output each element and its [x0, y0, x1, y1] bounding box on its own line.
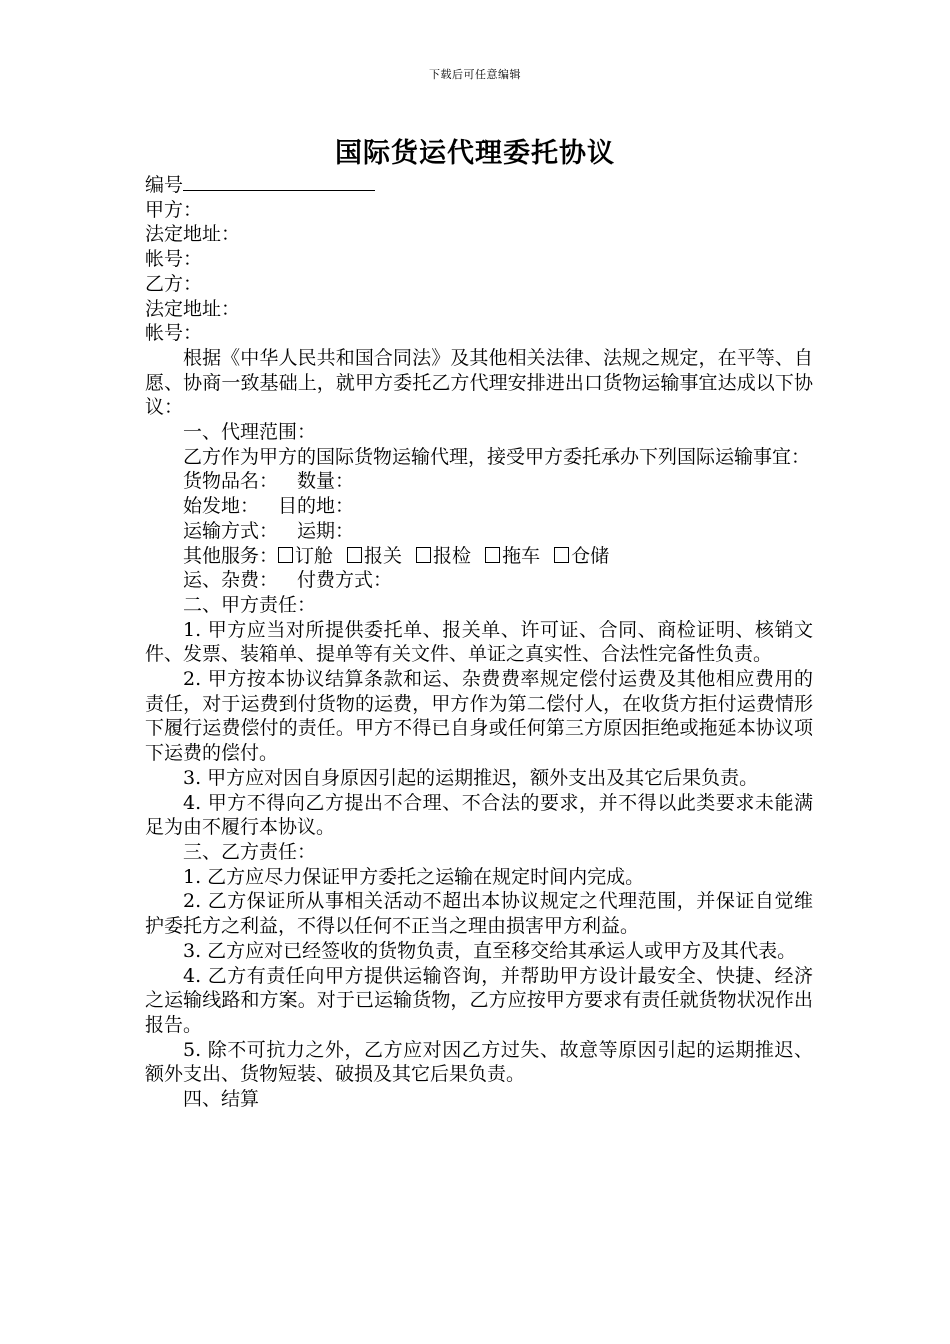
account-b-field: 帐号：: [145, 322, 203, 345]
origin-destination-line: [145, 494, 813, 519]
account-a-field: 帐号：: [145, 248, 203, 271]
other-services-line: [145, 544, 813, 569]
period-label: 运期：: [297, 519, 355, 542]
transport-mode-label: 运输方式：: [183, 519, 279, 542]
destination-label: 目的地：: [278, 495, 355, 518]
legal-address-a-field: 法定地址：: [145, 223, 241, 246]
section-3-item-3: 3. 乙方应对已经签收的货物负责，直至移交给其承运人或甲方及其代表。: [183, 939, 797, 962]
header-note: 下载后可任意编辑: [429, 68, 521, 81]
section-3-item-2: 2. 乙方保证所从事相关活动不超出本协议规定之代理范围，并保证自觉维护委托方之利益，不得以任何不正当之理由损害甲方利益。: [145, 890, 813, 938]
service-option-booking[interactable]: 订舱: [278, 544, 333, 569]
party-b-field: 乙方：: [145, 272, 203, 295]
fees-label: 运、杂费：: [183, 569, 279, 592]
fees-payment-line: [145, 568, 813, 593]
service-option-trucking[interactable]: 拖车: [485, 544, 540, 569]
service-option-customs[interactable]: 报关: [347, 544, 402, 569]
section-2-item-2: 2. 甲方按本协议结算条款和运、杂费费率规定偿付运费及其他相应费用的责任，对于运费到付货物的运费，甲方作为第二偿付人，在收货方拒付运费情形下履行运费偿付的责任。甲方不得已自身或任何第三方原因拒绝或拖延本协议项下运费的偿付。: [145, 668, 813, 765]
section-2-item-3: 3. 甲方应对因自身原因引起的运期推迟，额外支出及其它后果负责。: [183, 766, 759, 789]
quantity-label: 数量：: [297, 470, 355, 493]
document-title: 国际货运代理委托协议: [335, 138, 615, 169]
checkbox-icon[interactable]: [347, 547, 362, 563]
checkbox-icon[interactable]: [554, 547, 569, 563]
section-3-heading: 三、乙方责任：: [183, 840, 317, 863]
section-3-item-4: 4. 乙方有责任向甲方提供运输咨询，并帮助甲方设计最安全、快捷、经济之运输线路和方案。对于已运输货物，乙方应按甲方要求有责任就货物状况作出报告。: [145, 964, 813, 1036]
intro-paragraph: 根据《中华人民共和国合同法》及其他相关法律、法规之规定，在平等、自愿、协商一致基础上，就甲方委托乙方代理安排进出口货物运输事宜达成以下协议：: [145, 346, 813, 419]
section-2-heading: 二、甲方责任：: [183, 593, 317, 616]
transport-period-line: [145, 519, 813, 544]
checkbox-icon[interactable]: [485, 547, 500, 563]
section-1-text: 乙方作为甲方的国际货物运输代理，接受甲方委托承办下列国际运输事宜：: [183, 445, 811, 468]
number-field: [145, 172, 813, 198]
goods-quantity-line: [145, 469, 813, 494]
payment-method-label: 付费方式：: [297, 569, 393, 592]
checkbox-icon[interactable]: [416, 547, 431, 563]
service-option-inspection[interactable]: 报检: [416, 544, 471, 569]
legal-address-b-field: 法定地址：: [145, 297, 241, 320]
section-2-item-1: 1. 甲方应当对所提供委托单、报关单、许可证、合同、商检证明、核销文件、发票、装箱单、提单等有关文件、单证之真实性、合法性完备性负责。: [145, 618, 813, 666]
service-option-warehousing[interactable]: 仓储: [554, 544, 609, 569]
goods-name-label: 货物品名：: [183, 470, 279, 493]
section-2-item-4: 4. 甲方不得向乙方提出不合理、不合法的要求，并不得以此类要求未能满足为由不履行本协议。: [145, 791, 813, 839]
checkbox-icon[interactable]: [278, 547, 293, 563]
section-4-heading: 四、结算: [183, 1088, 260, 1111]
section-3-item-5: 5. 除不可抗力之外，乙方应对因乙方过失、故意等原因引起的运期推迟、额外支出、货物短装、破损及其它后果负责。: [145, 1038, 813, 1086]
party-a-field: 甲方：: [145, 198, 203, 221]
number-label: 编号: [145, 174, 184, 196]
other-services-label: 其他服务：: [183, 544, 279, 567]
document-body: [145, 172, 813, 1112]
section-3-item-1: 1. 乙方应尽力保证甲方委托之运输在规定时间内完成。: [183, 865, 645, 888]
number-blank-line: [183, 172, 375, 191]
origin-label: 始发地：: [183, 495, 260, 518]
section-1-heading: 一、代理范围：: [183, 421, 317, 444]
